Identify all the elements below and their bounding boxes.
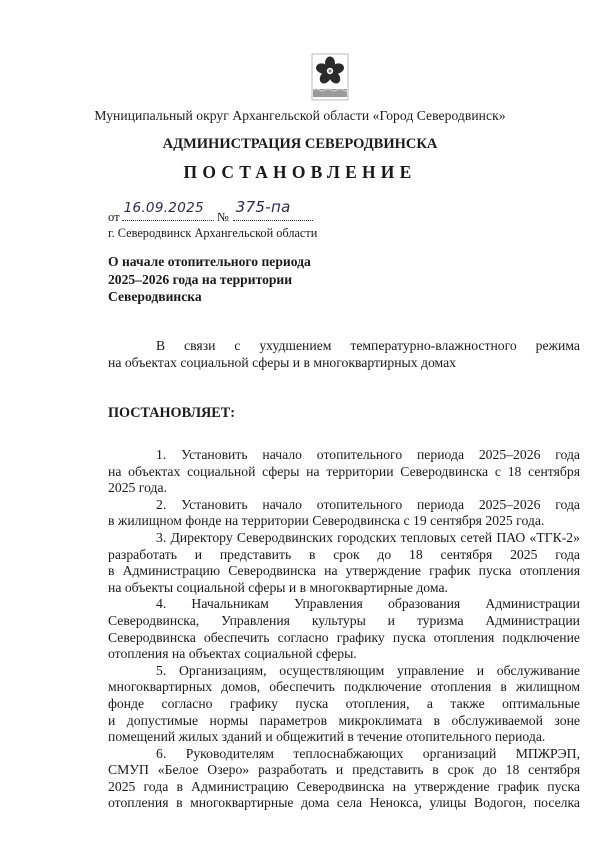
decree-subject (108, 253, 368, 306)
decree-item (108, 447, 580, 497)
decree-item (108, 596, 580, 662)
decree-item (108, 530, 580, 596)
decree-item-line: отопления на объектах социальной сферы. (108, 646, 357, 662)
decree-item-line: Северодвинска обеспечить согласно графику пуска отопления подключение (108, 629, 580, 645)
decree-item-line: фонде согласно графику пуска отопления, а также оптимальные (108, 695, 580, 711)
decree-items (108, 447, 580, 812)
number-value: 375-па (235, 198, 291, 216)
decree-item-line: 3. Директору Северодвинских городских тепловых сетей ПАО «ТГК-2» (156, 529, 580, 545)
coat-of-arms-icon (311, 53, 349, 101)
resolves-heading: ПОСТАНОВЛЯЕТ: (108, 405, 235, 421)
subject-line: О начале отопительного периода (108, 254, 311, 269)
number-label: № (216, 210, 229, 224)
decree-item-line: Северодвинска, Управления культуры и туризма Администрации (108, 612, 580, 628)
decree-item-line: 2. Установить начало отопительного периода 2025–2026 года (156, 496, 580, 512)
decree-item-line: в Администрацию Северодвинска на утверждение график пуска отопления (108, 563, 580, 579)
decree-item-line: 4. Начальникам Управления образования Администрации (156, 596, 580, 612)
decree-item-line: отопления в многоквартирные дома села Ненокса, улицы Водогон, поселка (108, 795, 580, 811)
decree-item-line: на объектах социальной сферы на территории Северодвинска с 18 сентября (108, 463, 580, 479)
decree-item (108, 497, 580, 530)
decree-item-line: 1. Установить начало отопительного периода 2025–2026 года (156, 447, 580, 462)
decree-item-line: в жилищном фонде на территории Северодвинска с 19 сентября 2025 года. (108, 513, 545, 529)
city-line: г. Северодвинск Архангельской области (108, 226, 318, 240)
date-label: от (108, 210, 120, 224)
decree-item-line: помещений жилых зданий и общежитий в течение отопительного периода. (108, 729, 546, 745)
administration-name: АДМИНИСТРАЦИЯ СЕВЕРОДВИНСКА (162, 136, 438, 152)
decree-title: ПОСТАНОВЛЕНИЕ (183, 162, 417, 182)
date-field (122, 200, 214, 221)
decree-item-line: и допустимые нормы параметров микроклимата в обслуживаемой зоне (108, 712, 580, 728)
organization-name: Муниципальный округ Архангельской области «Город Северодвинск» (94, 108, 506, 123)
decree-item-line: многоквартирных домов, обеспечить подключение отопления в жилищном (108, 679, 580, 695)
decree-item-line: 2025 года в Администрацию Северодвинска на утверждение график пуска (108, 778, 580, 794)
decree-item-line: на объекты социальной сферы и в многоквартирные дома. (108, 579, 448, 595)
preamble-line: В связи с ухудшением температурно-влажностного режима (156, 338, 580, 353)
decree-item-line: разработать и представить в срок до 18 сентября 2025 года (108, 546, 580, 562)
decree-item-line: СМУП «Белое Озеро» разработать и представить в срок до 18 сентября (108, 762, 580, 778)
date-value: 16.09.2025 (123, 200, 204, 216)
preamble-line: на объектах социальной сферы и в многоквартирных домах (108, 354, 457, 370)
subject-line: 2025–2026 года на территории (108, 271, 293, 287)
preamble (108, 338, 580, 371)
decree-item-line: 5. Организациям, осуществляющим управление и обслуживание (156, 662, 580, 678)
decree-item-line: 2025 года. (108, 480, 167, 496)
number-field (233, 198, 313, 221)
decree-item (108, 746, 580, 812)
decree-item-line: 6. Руководителям теплоснабжающих организаций МПЖРЭП, (156, 745, 580, 761)
decree-item (108, 663, 580, 746)
subject-line: Северодвинска (108, 289, 202, 304)
date-number-row (108, 198, 313, 225)
